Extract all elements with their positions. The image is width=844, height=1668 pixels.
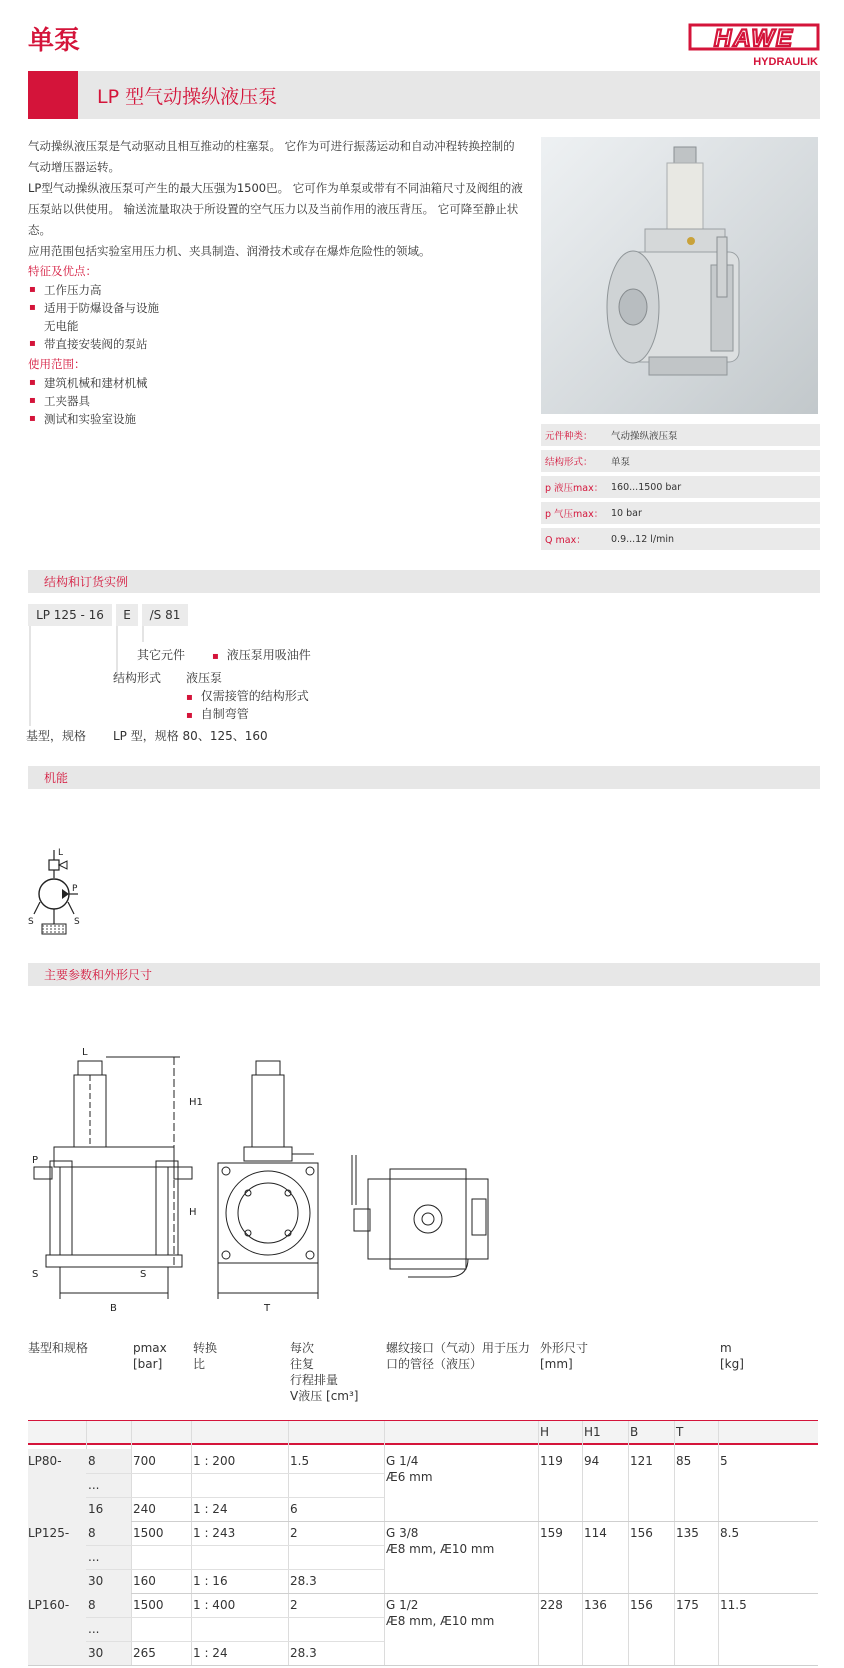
list-item: ▪ 带直接安装阀的泵站	[28, 335, 525, 353]
header-type: 基型和规格	[28, 1341, 89, 1355]
top-view-drawing	[352, 1155, 488, 1277]
row-port: G 1/4 Æ6 mm	[386, 1454, 433, 1484]
side-view-drawing	[218, 1061, 318, 1299]
dim-label-p: P	[32, 1155, 39, 1166]
symbol-label-l: L	[58, 848, 64, 858]
row-size: 8	[88, 1526, 96, 1540]
subheader-row	[28, 1421, 818, 1443]
row-port: G 3/8 Æ8 mm, Æ10 mm	[386, 1526, 495, 1556]
header-mass: m [kg]	[720, 1341, 744, 1371]
order-form-text: 仅需接管的结构形式	[200, 689, 309, 703]
row-h1: 94	[584, 1454, 600, 1468]
list-item: ▪ 工作压力高	[28, 281, 525, 299]
spec-key: 元件种类：	[545, 431, 593, 442]
dim-label-h1: H1	[189, 1097, 203, 1108]
spec-table	[541, 424, 820, 554]
spec-key: 结构形式：	[545, 457, 593, 468]
row-pmax: 265	[133, 1646, 156, 1660]
group-rule	[28, 1521, 818, 1522]
order-code-form: E	[116, 604, 138, 626]
hawe-logo	[688, 22, 820, 68]
row-mass: 8.5	[720, 1526, 740, 1540]
row-rule	[86, 1545, 384, 1546]
list-item: ▪ 工夹器具	[28, 392, 525, 410]
row-h: 159	[540, 1526, 563, 1540]
product-photo	[541, 137, 818, 414]
logo-subword: HYDRAULIK	[753, 56, 818, 68]
group-rule	[28, 1593, 818, 1594]
row-pmax: 1500	[133, 1526, 164, 1540]
intro-paragraph: 气动操纵液压泵是气动驱动且相互推动的柱塞泵。 它作为可进行振荡运动和自动冲程转换控制的气动增压器运转。	[28, 139, 515, 174]
order-section-bar	[28, 570, 820, 593]
order-other-text: 液压泵用吸油件	[226, 648, 311, 662]
row-b: 156	[630, 1598, 653, 1612]
row-size: ...	[88, 1550, 100, 1564]
row-pmax: 160	[133, 1574, 156, 1588]
row-displacement: 6	[290, 1502, 298, 1516]
list-item: ▪ 适用于防爆设备与设施 无电能	[28, 299, 525, 335]
row-b: 156	[630, 1526, 653, 1540]
dim-col-b: B	[630, 1425, 639, 1439]
row-displacement: 28.3	[290, 1574, 317, 1588]
row-size: ...	[88, 1478, 100, 1492]
logo-word: HAWE	[714, 25, 794, 52]
row-h: 119	[540, 1454, 563, 1468]
row-ratio: 1 : 16	[193, 1574, 228, 1588]
front-view-drawing	[34, 1057, 192, 1299]
row-displacement: 2	[290, 1526, 298, 1540]
dim-label-t: T	[264, 1303, 271, 1314]
intro-paragraph: LP型气动操纵液压泵可产生的最大压强为1500巴。 它可作为单泵或带有不同油箱尺寸及阀组的液压泵站以供使用。 输送流量取决于所设置的空气压力以及当前作用的液压背压。 它可降至静止状态。	[28, 181, 523, 237]
header-displacement: 每次 往复 行程排量 V液压 [cm³]	[290, 1341, 359, 1403]
row-type: LP80-	[28, 1454, 62, 1468]
function-section-bar	[28, 766, 820, 789]
row-displacement: 2	[290, 1598, 298, 1612]
row-port: G 1/2 Æ8 mm, Æ10 mm	[386, 1598, 495, 1628]
column-divider	[538, 1421, 539, 1665]
row-rule	[86, 1641, 384, 1642]
list-item: ▪ 测试和实验室设施	[28, 410, 525, 428]
spec-key: p 气压max：	[545, 509, 604, 520]
row-type: LP160-	[28, 1598, 70, 1612]
dimensions-heading: 主要参数和外形尺寸	[44, 968, 153, 982]
order-form-item	[186, 705, 249, 722]
column-divider	[628, 1421, 629, 1665]
spec-row	[541, 502, 820, 524]
row-type: LP125-	[28, 1526, 70, 1540]
features-list	[28, 281, 525, 353]
row-size: 30	[88, 1574, 104, 1588]
row-h1: 136	[584, 1598, 607, 1612]
order-code-other: /S 81	[142, 604, 188, 626]
column-divider	[674, 1421, 675, 1665]
spec-row	[541, 424, 820, 446]
row-ratio: 1 : 400	[193, 1598, 236, 1612]
order-form-text: 自制弯管	[200, 707, 249, 721]
row-t: 85	[676, 1454, 692, 1468]
column-divider	[191, 1421, 192, 1665]
dim-label-s: S	[32, 1269, 39, 1280]
header-pmax: pmax [bar]	[133, 1341, 167, 1371]
spec-value: 气动操纵液压泵	[611, 431, 678, 442]
pump-illustration	[541, 137, 818, 414]
header-ratio: 转换 比	[193, 1341, 218, 1371]
column-divider	[718, 1421, 719, 1665]
spec-value: 10 bar	[611, 507, 642, 519]
order-form-label: 结构形式	[113, 671, 162, 685]
row-pmax: 1500	[133, 1598, 164, 1612]
order-base-label: 基型，规格	[26, 729, 87, 743]
spec-key: Q max：	[545, 535, 586, 546]
row-displacement: 28.3	[290, 1646, 317, 1660]
hydraulic-symbol	[22, 846, 92, 942]
symbol-label-s: S	[28, 917, 34, 927]
row-rule	[86, 1569, 384, 1570]
row-size: 30	[88, 1646, 104, 1660]
banner-accent	[28, 71, 78, 119]
spec-value: 单泵	[611, 457, 631, 468]
row-pmax: 700	[133, 1454, 156, 1468]
function-heading: 机能	[44, 771, 69, 785]
row-ratio: 1 : 24	[193, 1502, 228, 1516]
dim-label-l: L	[82, 1047, 88, 1058]
row-t: 135	[676, 1526, 699, 1540]
row-b: 121	[630, 1454, 653, 1468]
row-h: 228	[540, 1598, 563, 1612]
row-pmax: 240	[133, 1502, 156, 1516]
row-size: ...	[88, 1622, 100, 1636]
intro-text	[28, 136, 525, 428]
order-other-item	[212, 646, 311, 663]
column-divider	[131, 1421, 132, 1665]
row-displacement: 1.5	[290, 1454, 310, 1468]
spec-key: p 液压max：	[545, 483, 604, 494]
dim-label-s: S	[140, 1269, 147, 1280]
dim-col-h1: H1	[584, 1425, 601, 1439]
column-divider	[288, 1421, 289, 1665]
column-divider	[384, 1421, 385, 1665]
list-item: ▪ 建筑机械和建材机械	[28, 374, 525, 392]
dim-col-h: H	[540, 1425, 550, 1439]
row-ratio: 1 : 24	[193, 1646, 228, 1660]
page-title: 单泵	[28, 26, 81, 56]
header-port: 螺纹接口（气动）用于压力口的管径（液压）	[386, 1341, 531, 1371]
row-size: 16	[88, 1502, 104, 1516]
spec-row	[541, 528, 820, 550]
row-mass: 5	[720, 1454, 728, 1468]
row-size: 8	[88, 1454, 96, 1468]
column-divider	[582, 1421, 583, 1665]
group-rule	[28, 1665, 818, 1666]
features-heading: 特征及优点：	[28, 264, 97, 278]
dim-label-h: H	[189, 1207, 197, 1218]
spec-value: 160...1500 bar	[611, 481, 682, 493]
spec-row	[541, 476, 820, 498]
order-code-type: LP 125 - 16	[28, 604, 112, 626]
row-h1: 114	[584, 1526, 607, 1540]
symbol-label-p: P	[72, 884, 78, 894]
usage-list	[28, 374, 525, 428]
header-dimensions: 外形尺寸 [mm]	[540, 1341, 589, 1371]
usage-heading: 使用范围：	[28, 357, 86, 371]
row-ratio: 1 : 243	[193, 1526, 236, 1540]
order-base-value: LP 型，规格 80、125、160	[113, 729, 268, 743]
intro-paragraph: 应用范围包括实验室用压力机、夹具制造、润滑技术或存在爆炸危险性的领域。	[28, 244, 431, 258]
row-mass: 11.5	[720, 1598, 747, 1612]
row-rule	[86, 1473, 384, 1474]
dimension-drawings	[24, 1045, 504, 1320]
spec-row	[541, 450, 820, 472]
row-size: 8	[88, 1598, 96, 1612]
order-other-label: 其它元件	[137, 648, 186, 662]
symbol-label-s: S	[74, 917, 80, 927]
order-form-value: 液压泵	[186, 671, 223, 685]
banner-title: LP 型气动操纵液压泵	[97, 86, 278, 108]
subheader-rule	[28, 1443, 818, 1445]
row-t: 175	[676, 1598, 699, 1612]
row-rule	[86, 1497, 384, 1498]
row-ratio: 1 : 200	[193, 1454, 236, 1468]
row-rule	[86, 1617, 384, 1618]
order-form-item	[186, 687, 309, 704]
dim-col-t: T	[676, 1425, 684, 1439]
order-heading: 结构和订货实例	[44, 575, 129, 589]
spec-value: 0.9...12 l/min	[611, 533, 675, 545]
dim-label-b: B	[110, 1303, 117, 1314]
